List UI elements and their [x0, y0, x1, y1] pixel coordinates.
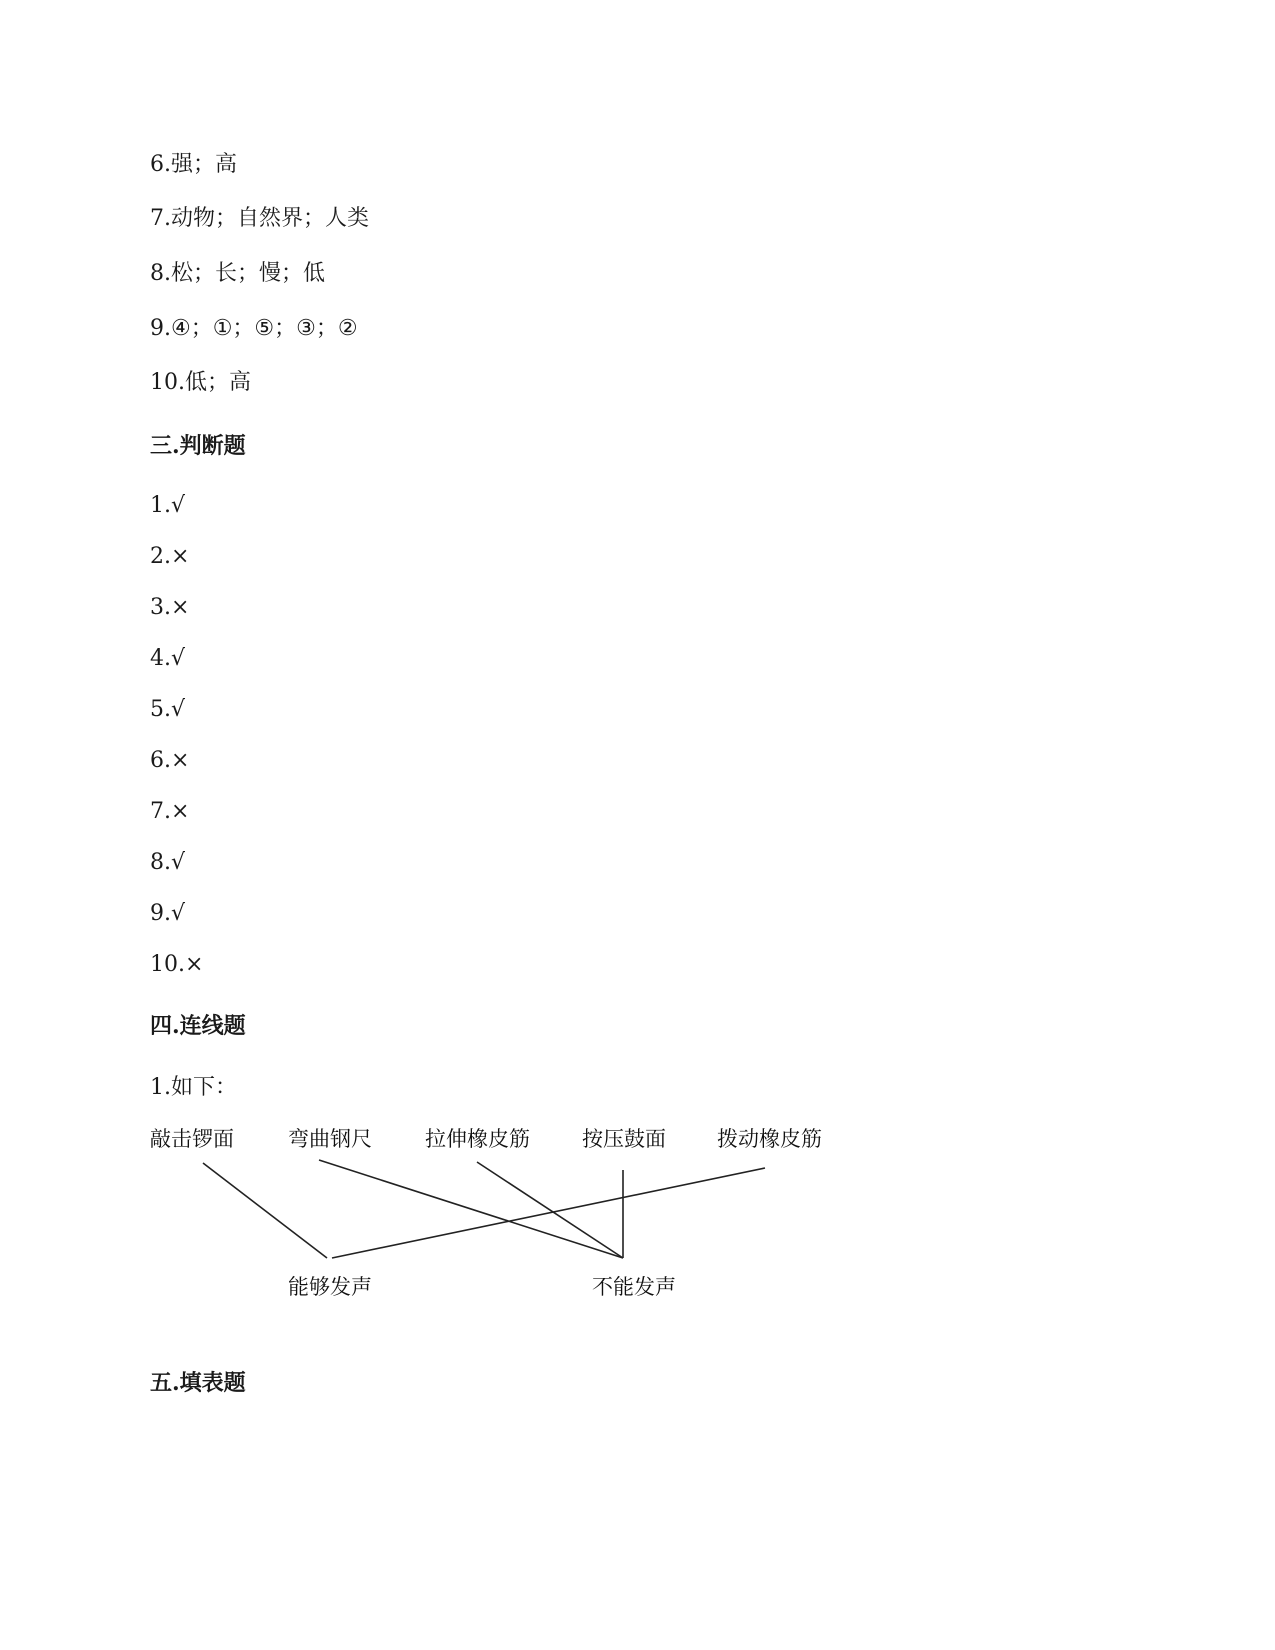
answer-line-8: 8.松；长；慢；低	[150, 261, 325, 286]
judge-item-4: 4.√	[150, 646, 186, 671]
judge-item-3: 3.×	[150, 595, 190, 620]
judge-item-8: 8.√	[150, 850, 186, 875]
bottom-item-can-sound: 能够发声	[288, 1275, 372, 1299]
connection-line-gong-to-can-sound	[203, 1163, 327, 1258]
answer-line-6: 6.强；高	[150, 152, 237, 177]
answer-line-10: 10.低；高	[150, 370, 251, 395]
judge-item-9: 9.√	[150, 901, 186, 926]
answer-line-9: 9.④；①；⑤；③；②	[150, 316, 358, 341]
top-item-drum: 按压鼓面	[582, 1127, 666, 1151]
connection-line-ruler-to-cannot-sound	[319, 1160, 623, 1258]
answer-line-7: 7.动物；自然界；人类	[150, 206, 369, 231]
judge-item-6: 6.×	[150, 748, 190, 773]
section-4-heading: 四.连线题	[150, 1013, 246, 1039]
connection-line-stretch-to-cannot-sound	[477, 1162, 623, 1258]
section-5-heading: 五.填表题	[150, 1370, 246, 1396]
judge-item-5: 5.√	[150, 697, 186, 722]
judge-item-7: 7.×	[150, 799, 190, 824]
matching-intro: 1.如下：	[150, 1075, 237, 1100]
section-3-heading: 三.判断题	[150, 433, 246, 459]
top-item-ruler: 弯曲钢尺	[288, 1127, 372, 1151]
top-item-gong: 敲击锣面	[150, 1127, 234, 1151]
bottom-item-cannot-sound: 不能发声	[592, 1275, 676, 1299]
connection-line-pluck-to-can-sound	[332, 1168, 765, 1258]
judge-item-1: 1.√	[150, 493, 186, 518]
top-item-pluck-band: 拨动橡皮筋	[717, 1127, 822, 1151]
top-item-stretch-band: 拉伸橡皮筋	[425, 1127, 530, 1151]
judge-item-10: 10.×	[150, 952, 204, 977]
judge-item-2: 2.×	[150, 544, 190, 569]
